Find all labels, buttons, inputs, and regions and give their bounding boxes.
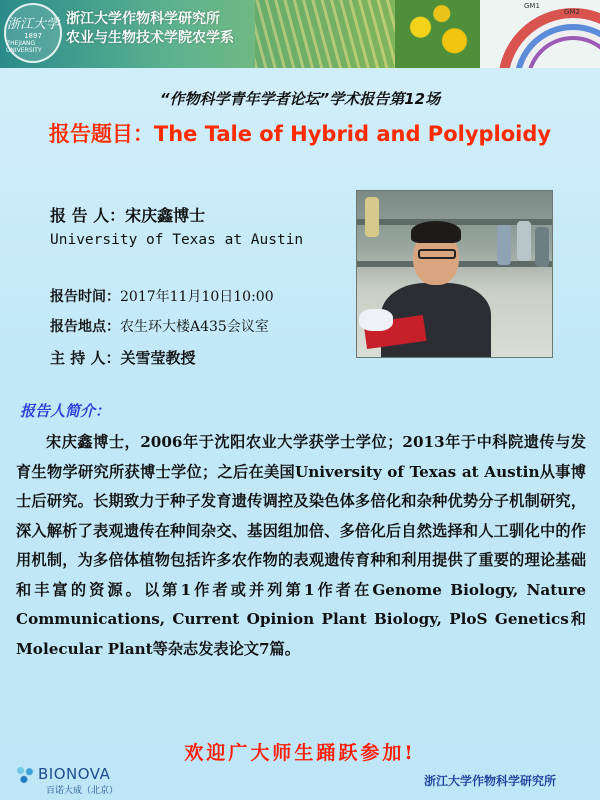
place-label: 报告地点： — [50, 319, 120, 335]
logo-text-cn: 浙江大学 — [6, 16, 59, 32]
speaker-label: 报 告 人： — [50, 206, 126, 225]
bionova-mark-icon — [14, 764, 36, 786]
rice-field-image — [255, 0, 395, 68]
header-line-2: 农业与生物技术学院农学系 — [66, 30, 234, 46]
speaker-row — [50, 203, 205, 226]
sponsor-logo — [14, 764, 144, 796]
report-title: 报告题目：The Tale of Hybrid and Polyploidy — [48, 122, 552, 146]
intro-heading: 报告人简介： — [20, 402, 111, 420]
logo-year: 1897 — [24, 31, 42, 40]
header-title — [66, 10, 234, 48]
lab-bottle — [497, 225, 511, 265]
glasses — [418, 249, 456, 259]
genome-circos-image — [480, 0, 600, 68]
welcome-text: 欢迎广大师生踊跃参加! — [184, 742, 416, 764]
footer-organization: 浙江大学作物科学研究所 — [424, 774, 557, 788]
rapeseed-bee-image — [395, 0, 480, 68]
lab-bottle — [517, 221, 531, 261]
gloved-hand — [359, 309, 393, 331]
speaker-photo — [356, 190, 553, 358]
sponsor-name: BIONOVA — [38, 765, 111, 783]
header-line-1: 浙江大学作物科学研究所 — [66, 11, 220, 27]
host-value: 关雪莹教授 — [120, 349, 196, 367]
header-banner — [0, 0, 600, 68]
affiliation: University of Texas at Austin — [50, 232, 304, 248]
university-logo — [4, 3, 62, 63]
genome-label-1: GM1 — [524, 2, 540, 10]
intro-text: 宋庆鑫博士，2006年于沈阳农业大学获学士学位；2013年于中科院遗传与发育生物学研究所获博士学位；之后在美国University of Texas at Austin从事博士后研究。长期致力于种子发育遗传调控及染色体多倍化和杂种优势分子机制研究，深入解析了表观遗传在种间杂交、基因组加倍、多倍化后自然选择和人工驯化中的作用机制，为多倍体植物包括许多农作物的表观遗传育种和利用提供了重要的理论基础和丰富的资源。以第1作者或并列第1作者在Genome Biology, Nature Communications, Current Opinion Plant Biology, PloS Genetics和Molecular Plant等杂志发表论文7篇。 — [16, 433, 586, 658]
place-value: 农生环大楼A435会议室 — [120, 319, 269, 335]
host-row — [50, 347, 195, 368]
person-hair — [411, 221, 461, 243]
lab-bottle — [535, 227, 549, 267]
place-row — [50, 316, 269, 336]
time-value: 2017年11月10日10:00 — [120, 289, 274, 305]
sponsor-name-cn: 百诺大成（北京） — [46, 786, 119, 796]
genome-ring-graphic — [498, 8, 600, 68]
genome-label-2: GM2 — [564, 8, 580, 16]
time-row — [50, 286, 274, 306]
forum-title: “作物科学青年学者论坛”学术报告第12场 — [159, 90, 441, 108]
host-label: 主 持 人： — [50, 349, 121, 367]
speaker-name: 宋庆鑫博士 — [125, 206, 206, 225]
time-label: 报告时间： — [50, 289, 120, 305]
logo-text-en: ZHEJIANG UNIVERSITY — [6, 39, 42, 54]
lab-bottle — [365, 197, 379, 237]
